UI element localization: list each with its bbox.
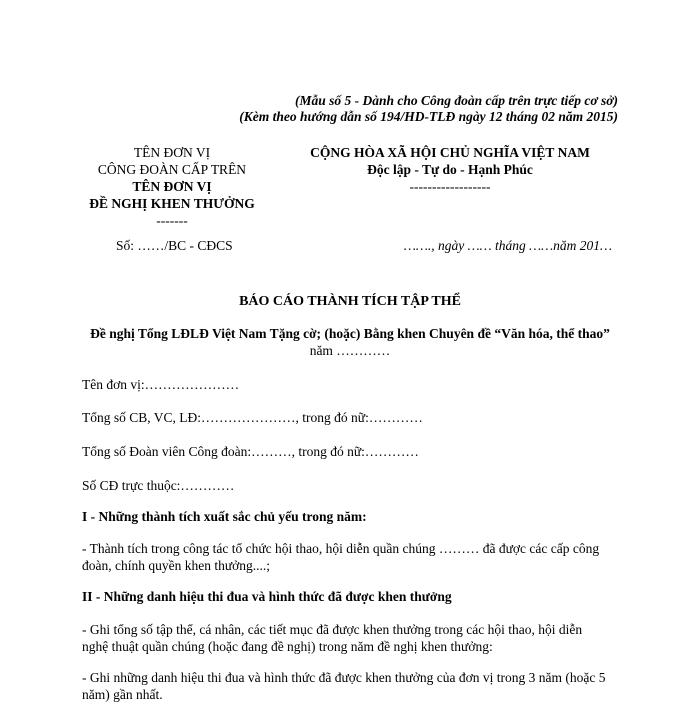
issuing-unit-header xyxy=(72,144,272,229)
section-1-text: đoàn, chính quyền khen thưởng....; xyxy=(82,558,271,573)
superior-union-line: CÔNG ĐOÀN CẤP TRÊN xyxy=(97,162,247,177)
proposing-unit-line: ĐỀ NGHỊ KHEN THƯỞNG xyxy=(89,196,255,211)
section-2-text: - Ghi tổng số tập thể, cá nhân, các tiết mục đã được khen thưởng trong các hội thao, hội diễn xyxy=(82,622,583,637)
section-2-text: năm) gần nhất. xyxy=(82,687,163,702)
right-header-divider: ------------------ xyxy=(409,179,491,194)
union-member-count-field: Tổng số Đoàn viên Công đoàn:………, trong đó nữ:………… xyxy=(82,444,419,459)
document-date: ……., ngày …… tháng ……năm 201… xyxy=(403,238,612,253)
country-name: CỘNG HÒA XÃ HỘI CHỦ NGHĨA VIỆT NAM xyxy=(310,145,590,160)
unit-name-field: Tên đơn vị:………………… xyxy=(82,377,240,392)
template-note: (Mẫu số 5 - Dành cho Công đoàn cấp trên trực tiếp cơ sở) xyxy=(295,93,618,108)
motto: Độc lập - Tự do - Hạnh Phúc xyxy=(367,162,533,177)
report-title: BÁO CÁO THÀNH TÍCH TẬP THỂ xyxy=(239,294,461,309)
guidance-reference: (Kèm theo hướng dẫn số 194/HD-TLĐ ngày 12 tháng 02 năm 2015) xyxy=(239,109,618,124)
section-2-title: II - Những danh hiệu thi đua và hình thức đã được khen thưởng xyxy=(82,589,452,604)
staff-count-field: Tổng số CB, VC, LĐ:…………………, trong đó nữ:………… xyxy=(82,410,423,425)
unit-name-bold-line: TÊN ĐƠN VỊ xyxy=(132,179,212,194)
section-1-title: I - Những thành tích xuất sắc chủ yếu trong năm: xyxy=(82,509,367,524)
affiliated-union-count-field: Số CĐ trực thuộc:………… xyxy=(82,478,235,493)
unit-name-line: TÊN ĐƠN VỊ xyxy=(133,145,211,160)
national-header xyxy=(290,144,610,195)
section-2-text: nghệ thuật quần chúng (hoặc đang đề nghị) trong năm đề nghị khen thưởng: xyxy=(82,639,493,654)
report-subtitle: Đề nghị Tổng LĐLĐ Việt Nam Tặng cờ; (hoặc) Bằng khen Chuyên đề “Văn hóa, thể thao” xyxy=(90,326,610,341)
section-1-text: - Thành tích trong công tác tổ chức hội thao, hội diễn quần chúng ……… đã được các cấp công xyxy=(82,541,600,556)
left-header-divider: ------- xyxy=(156,213,188,228)
section-2-text: - Ghi những danh hiệu thi đua và hình thức đã được khen thưởng của đơn vị trong 3 năm (hoặc 5 xyxy=(82,670,606,685)
document-number: Số: ……/BC - CĐCS xyxy=(116,238,233,253)
report-year: năm ………… xyxy=(309,343,391,358)
